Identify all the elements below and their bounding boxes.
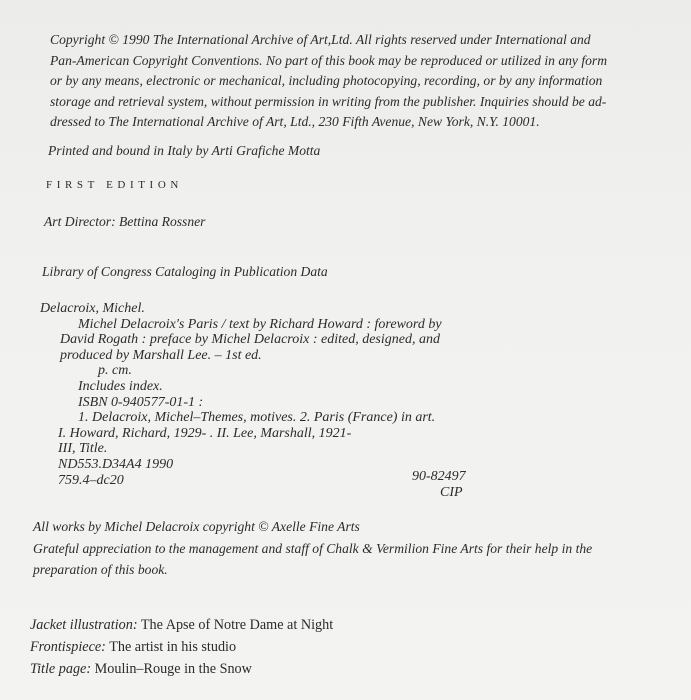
cip-line: p. cm. <box>98 363 132 379</box>
illustration-credits <box>30 614 333 680</box>
copyright-line: dressed to The International Archive of Art, Ltd., 230 Fifth Avenue, New York, N.Y. 10001. <box>50 114 540 129</box>
cip-line: Delacroix, Michel. <box>40 301 145 316</box>
illustration-label: Title page: <box>30 661 92 677</box>
lcc-heading: Library of Congress Cataloging in Publication Data <box>42 264 328 279</box>
cip-line: Michel Delacroix's Paris / text by Richard Howard : foreword by <box>78 316 442 332</box>
cip-line: 1. Delacroix, Michel–Themes, motives. 2. Paris (France) in art. <box>78 410 436 426</box>
illustration-credit <box>30 658 333 680</box>
copyright-line: storage and retrieval system, without permission in writing from the publisher. Inquiries should be ad- <box>50 93 607 109</box>
cip-line: David Rogath : preface by Michel Delacroix : edited, designed, and <box>60 332 440 348</box>
art-director: Art Director: Bettina Rossner <box>44 214 206 229</box>
cip-number: 90-82497 <box>412 469 466 484</box>
cip-block <box>40 301 442 488</box>
credits-line: preparation of this book. <box>33 562 168 577</box>
cip-line: 759.4–dc20 <box>58 472 124 488</box>
cip-line: I. Howard, Richard, 1929- . II. Lee, Marshall, 1921- <box>58 425 352 441</box>
copyright-line: or by any means, electronic or mechanical, including photocopying, recording, or by any information <box>50 73 603 88</box>
copyright-line: Copyright © 1990 The International Archive of Art,Ltd. All rights reserved under International and <box>50 32 591 47</box>
printed-note: Printed and bound in Italy by Arti Grafiche Motta <box>48 143 321 158</box>
cip-label: CIP <box>440 485 463 500</box>
cip-line: ND553.D34A4 1990 <box>58 456 174 472</box>
copyright-notice <box>50 30 607 133</box>
credits-line: All works by Michel Delacroix copyright © Axelle Fine Arts <box>33 519 360 534</box>
illustration-title: The Apse of Notre Dame at Night <box>140 617 334 633</box>
cip-line: ISBN 0-940577-01-1 : <box>78 394 204 410</box>
illustration-label: Frontispiece: <box>30 639 106 655</box>
cip-line: produced by Marshall Lee. – 1st ed. <box>60 347 262 363</box>
illustration-credit <box>30 636 333 658</box>
cip-line: III, Title. <box>58 441 108 457</box>
credits-line: Grateful appreciation to the management and staff of Chalk & Vermilion Fine Arts for their help in the <box>33 540 593 556</box>
copyright-line: Pan-American Copyright Conventions. No part of this book may be reproduced or utilized in any form <box>50 52 608 68</box>
credits-block <box>33 516 592 581</box>
cip-line: Includes index. <box>78 378 163 394</box>
illustration-title: The artist in his studio <box>109 639 237 655</box>
illustration-label: Jacket illustration: <box>30 617 138 633</box>
illustration-credit <box>30 614 333 636</box>
edition-label: FIRST EDITION <box>46 179 183 191</box>
illustration-title: Moulin–Rouge in the Snow <box>94 661 252 677</box>
